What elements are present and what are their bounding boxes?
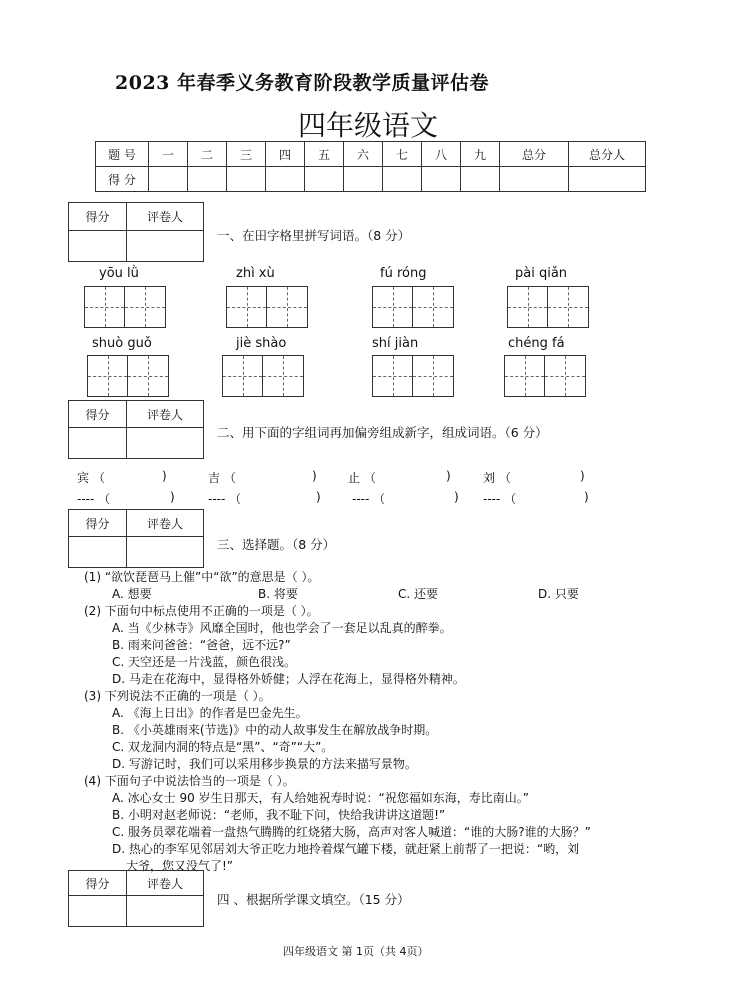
grader-box (68, 870, 204, 927)
grader-label: 评卷人 (127, 401, 204, 428)
tian-grid[interactable] (372, 355, 454, 397)
grader-label: 评卷人 (127, 510, 204, 537)
q1-title: 一、在田字格里拼写词语。（8 分） (217, 228, 411, 243)
grader-score-input[interactable] (69, 428, 127, 459)
q2-dash: ---- （ (208, 492, 242, 506)
q2-paren-close: ) (312, 469, 317, 483)
score-input[interactable] (149, 167, 188, 192)
grader-score-label: 得分 (69, 401, 127, 428)
grader-score-input[interactable] (69, 537, 127, 568)
grader-name-input[interactable] (127, 537, 204, 568)
grader-score-label: 得分 (69, 871, 127, 896)
grader-label: 评卷人 (127, 203, 204, 231)
score-input[interactable] (500, 167, 569, 192)
score-input[interactable] (266, 167, 305, 192)
grader-name-input[interactable] (127, 428, 204, 459)
pinyin: zhì xù (236, 266, 275, 281)
grader-score-input[interactable] (69, 896, 127, 927)
q3-option[interactable]: A. 想要 (112, 587, 152, 601)
q2-paren-close: ) (454, 490, 459, 504)
q3-option[interactable]: C. 双龙洞内洞的特点是“黑”、“奇”“大”。 (112, 740, 334, 754)
exam-title: 2023 年春季义务教育阶段教学质量评估卷 (115, 72, 489, 94)
q2-char: 宾 （ (77, 471, 105, 485)
score-cell: 一 (149, 142, 188, 167)
grader-box (68, 509, 204, 568)
tian-grid[interactable] (226, 286, 308, 328)
score-input[interactable] (569, 167, 646, 192)
q3-question: (4) 下面句子中说法恰当的一项是（ ）。 (84, 774, 295, 788)
q3-option[interactable]: D. 马走在花海中，显得格外娇健；人浮在花海上，显得格外精神。 (112, 672, 465, 686)
q3-title: 三、选择题。（8 分） (217, 537, 336, 552)
score-cell: 二 (188, 142, 227, 167)
q3-option[interactable]: D. 只要 (538, 587, 579, 601)
pinyin: shí jiàn (372, 336, 419, 351)
q3-question: (2) 下面句中标点使用不正确的一项是（ ）。 (84, 604, 319, 618)
score-cell: 九 (461, 142, 500, 167)
grader-name-input[interactable] (127, 231, 204, 262)
score-table (95, 141, 646, 192)
q3-option[interactable]: A. 冰心女士 90 岁生日那天，有人给她祝寿时说：“祝您福如东海，寿比南山。” (112, 791, 529, 805)
score-input[interactable] (227, 167, 266, 192)
q3-option[interactable]: A. 当《少林寺》风靡全国时，他也学会了一套足以乱真的醉拳。 (112, 621, 452, 635)
score-input[interactable] (461, 167, 500, 192)
q2-dash: ---- （ (77, 492, 111, 506)
q3-question: (3) 下列说法不正确的一项是（ ）。 (84, 689, 271, 703)
score-cell: 总分人 (569, 142, 646, 167)
grader-name-input[interactable] (127, 896, 204, 927)
score-input[interactable] (422, 167, 461, 192)
pinyin: pài qiǎn (515, 266, 568, 281)
q3-option[interactable]: D. 热心的李军见邻居刘大爷正吃力地拎着煤气罐下楼，就赶紧上前帮了一把说：“哟，刘 (112, 842, 580, 856)
q2-title: 二、用下面的字组词再加偏旁组成新字，组成词语。（6 分） (217, 425, 548, 440)
score-cell: 七 (383, 142, 422, 167)
page-footer: 四年级语文 第 1页（共 4页） (283, 945, 429, 958)
q3-option[interactable]: B. 《小英雄雨来(节选)》中的动人故事发生在解放战争时期。 (112, 723, 438, 737)
q2-dash: ---- （ (352, 492, 386, 506)
pinyin: fú róng (380, 266, 427, 281)
tian-grid[interactable] (507, 286, 589, 328)
q3-option[interactable]: C. 天空还是一片浅蓝，颜色很浅。 (112, 655, 297, 669)
q2-char: 刘 （ (483, 471, 511, 485)
score-input[interactable] (383, 167, 422, 192)
score-cell: 八 (422, 142, 461, 167)
score-cell: 得 分 (96, 167, 149, 192)
q2-dash: ---- （ (483, 492, 517, 506)
q3-option[interactable]: C. 服务员翠花端着一盘热气腾腾的红烧猪大肠，高声对客人喊道：“谁的大肠?谁的大肠？” (112, 825, 591, 839)
tian-grid[interactable] (372, 286, 454, 328)
grader-label: 评卷人 (127, 871, 204, 896)
q2-paren-close: ) (170, 490, 175, 504)
q3-option[interactable]: C. 还要 (398, 587, 439, 601)
score-cell: 三 (227, 142, 266, 167)
q3-option[interactable]: B. 小明对赵老师说：“老师，我不耻下问，快给我讲讲这道题!” (112, 808, 446, 822)
tian-grid[interactable] (222, 355, 304, 397)
score-table-header-row (96, 142, 646, 167)
q3-option[interactable]: D. 写游记时，我们可以采用移步换景的方法来描写景物。 (112, 757, 417, 771)
grader-score-input[interactable] (69, 231, 127, 262)
tian-grid[interactable] (87, 355, 169, 397)
score-input[interactable] (344, 167, 383, 192)
q3-option[interactable]: B. 将要 (258, 587, 298, 601)
q2-paren-close: ) (446, 469, 451, 483)
score-cell: 总分 (500, 142, 569, 167)
q2-char: 止 （ (348, 471, 376, 485)
exam-subtitle: 四年级语文 (298, 109, 439, 142)
score-input[interactable] (305, 167, 344, 192)
tian-grid[interactable] (504, 355, 586, 397)
score-input[interactable] (188, 167, 227, 192)
grader-box (68, 202, 204, 262)
grader-score-label: 得分 (69, 510, 127, 537)
q3-question: (1) “欲饮琵琶马上催”中“欲”的意思是（ ）。 (84, 570, 320, 584)
score-cell: 六 (344, 142, 383, 167)
q3-option[interactable]: B. 雨来问爸爸：“爸爸，远不远?” (112, 638, 291, 652)
grader-score-label: 得分 (69, 203, 127, 231)
q3-option-continued: 大爷，您又没气了!” (126, 859, 234, 873)
pinyin: jiè shào (236, 336, 287, 351)
q2-paren-close: ) (162, 469, 167, 483)
score-cell: 题 号 (96, 142, 149, 167)
score-table-score-row (96, 167, 646, 192)
q2-paren-close: ) (316, 490, 321, 504)
q4-title: 四 、根据所学课文填空。（15 分） (217, 892, 410, 907)
q3-option[interactable]: A. 《海上日出》的作者是巴金先生。 (112, 706, 308, 720)
pinyin: yōu lǜ (99, 266, 139, 281)
score-cell: 五 (305, 142, 344, 167)
tian-grid[interactable] (84, 286, 166, 328)
q2-paren-close: ) (580, 469, 585, 483)
pinyin: chéng fá (508, 336, 565, 351)
score-cell: 四 (266, 142, 305, 167)
pinyin: shuò guǒ (92, 336, 152, 351)
q2-char: 吉 （ (208, 471, 236, 485)
q2-paren-close: ) (584, 490, 589, 504)
grader-box (68, 400, 204, 459)
